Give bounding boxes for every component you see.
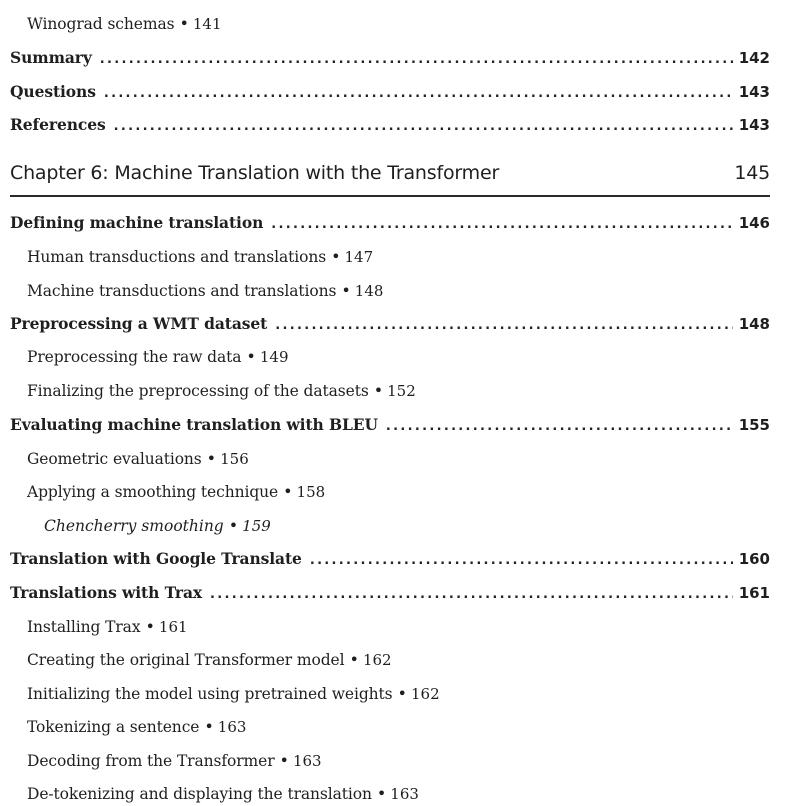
leader-dots xyxy=(271,213,732,237)
toc-sub-entry[interactable] xyxy=(27,245,770,269)
toc-entry-title: Geometric evaluations xyxy=(27,450,202,468)
toc-sub-entry[interactable] xyxy=(27,615,770,639)
toc-sub-entry[interactable] xyxy=(27,480,770,504)
bullet-icon: • xyxy=(341,281,351,300)
toc-entry-page: 162 xyxy=(362,651,392,669)
toc-entry-title: Machine transductions and translations xyxy=(27,282,337,300)
toc-entry-title: Translations with Trax xyxy=(10,583,203,602)
leader-dots xyxy=(310,549,733,573)
bullet-icon: • xyxy=(228,516,239,535)
toc-sub-entry[interactable] xyxy=(27,12,770,36)
toc-entry-page: 141 xyxy=(192,15,222,33)
leader-dots xyxy=(210,583,733,607)
toc-entry-title: Applying a smoothing technique xyxy=(27,483,279,501)
toc-entry[interactable] xyxy=(10,211,770,235)
toc-entry-title: Evaluating machine translation with BLEU xyxy=(10,415,378,434)
bullet-icon: • xyxy=(145,617,155,636)
toc-sub-entry[interactable] xyxy=(27,447,770,471)
chapter-divider xyxy=(10,195,770,197)
toc-entry-page: 146 xyxy=(738,214,770,232)
toc-entry-title: Summary xyxy=(10,48,92,67)
toc-entry-page: 161 xyxy=(158,618,188,636)
toc-entry-page: 162 xyxy=(410,685,440,703)
toc-entry-title: Questions xyxy=(10,82,96,101)
chapter-title: Chapter 6: Machine Translation with the Transformer xyxy=(10,162,500,184)
leader-dots xyxy=(100,48,733,72)
toc-entry-page: 147 xyxy=(344,248,374,266)
chapter-page: 145 xyxy=(734,162,770,184)
toc-entry[interactable] xyxy=(10,80,770,104)
toc-entry[interactable] xyxy=(10,413,770,437)
toc-entry-page: 155 xyxy=(738,416,770,434)
toc-entry-page: 158 xyxy=(296,483,326,501)
toc-entry-page: 148 xyxy=(738,315,770,333)
toc-entry-title: De-tokenizing and displaying the translation xyxy=(27,785,372,803)
toc-entry-title: Tokenizing a sentence xyxy=(27,718,200,736)
toc-entry-page: 143 xyxy=(738,116,770,134)
toc-entry-title: Human transductions and translations xyxy=(27,248,327,266)
toc-entry-page: 160 xyxy=(738,550,770,568)
toc-entry-page: 143 xyxy=(738,83,770,101)
toc-entry-title: Chencherry smoothing xyxy=(44,517,224,535)
bullet-icon: • xyxy=(349,650,359,669)
toc-sub-entry[interactable] xyxy=(27,648,770,672)
toc-entry-title: Initializing the model using pretrained weights xyxy=(27,685,393,703)
bullet-icon: • xyxy=(331,247,341,266)
toc-subsub-entry[interactable] xyxy=(44,514,770,538)
toc-entry-title: Preprocessing the raw data xyxy=(27,348,242,366)
toc-entry-page: 163 xyxy=(292,752,322,770)
toc-entry-title: Creating the original Transformer model xyxy=(27,651,345,669)
toc-entry[interactable] xyxy=(10,113,770,137)
toc-sub-entry[interactable] xyxy=(27,279,770,303)
toc-entry-page: 159 xyxy=(242,517,271,535)
bullet-icon: • xyxy=(279,751,289,770)
toc-entry-page: 163 xyxy=(390,785,419,803)
toc-entry-page: 152 xyxy=(387,382,416,400)
bullet-icon: • xyxy=(373,381,384,400)
toc-sub-entry[interactable] xyxy=(27,379,770,403)
leader-dots xyxy=(114,115,733,139)
toc-entry-title: Decoding from the Transformer xyxy=(27,752,275,770)
toc-entry-title: Winograd schemas xyxy=(27,15,175,33)
toc-entry-title: Preprocessing a WMT dataset xyxy=(10,314,268,333)
bullet-icon: • xyxy=(179,14,189,33)
bullet-icon: • xyxy=(204,717,214,736)
leader-dots xyxy=(386,415,733,439)
toc-entry-page: 142 xyxy=(738,49,770,67)
leader-dots xyxy=(104,82,733,106)
toc-entry[interactable] xyxy=(10,312,770,336)
toc-entry[interactable] xyxy=(10,581,770,605)
toc-sub-entry[interactable] xyxy=(27,345,770,369)
toc-entry-title: Finalizing the preprocessing of the datasets xyxy=(27,382,369,400)
toc-entry[interactable] xyxy=(10,46,770,70)
leader-dots xyxy=(275,314,732,338)
chapter-heading[interactable] xyxy=(10,162,770,192)
toc-sub-entry[interactable] xyxy=(27,782,770,806)
toc-entry-page: 148 xyxy=(354,282,384,300)
toc-sub-entry[interactable] xyxy=(27,682,770,706)
toc-entry-title: Installing Trax xyxy=(27,618,141,636)
toc-sub-entry[interactable] xyxy=(27,749,770,773)
toc-entry-page: 161 xyxy=(738,584,770,602)
toc-sub-entry[interactable] xyxy=(27,715,770,739)
toc-entry[interactable] xyxy=(10,547,770,571)
toc-entry-page: 149 xyxy=(259,348,289,366)
toc-entry-title: References xyxy=(10,115,106,134)
bullet-icon: • xyxy=(397,684,407,703)
bullet-icon: • xyxy=(206,449,217,468)
bullet-icon: • xyxy=(283,482,293,501)
bullet-icon: • xyxy=(376,784,387,803)
toc-entry-title: Defining machine translation xyxy=(10,213,264,232)
toc-entry-title: Translation with Google Translate xyxy=(10,549,302,568)
toc-entry-page: 156 xyxy=(220,450,249,468)
toc-entry-page: 163 xyxy=(217,718,247,736)
bullet-icon: • xyxy=(246,347,256,366)
